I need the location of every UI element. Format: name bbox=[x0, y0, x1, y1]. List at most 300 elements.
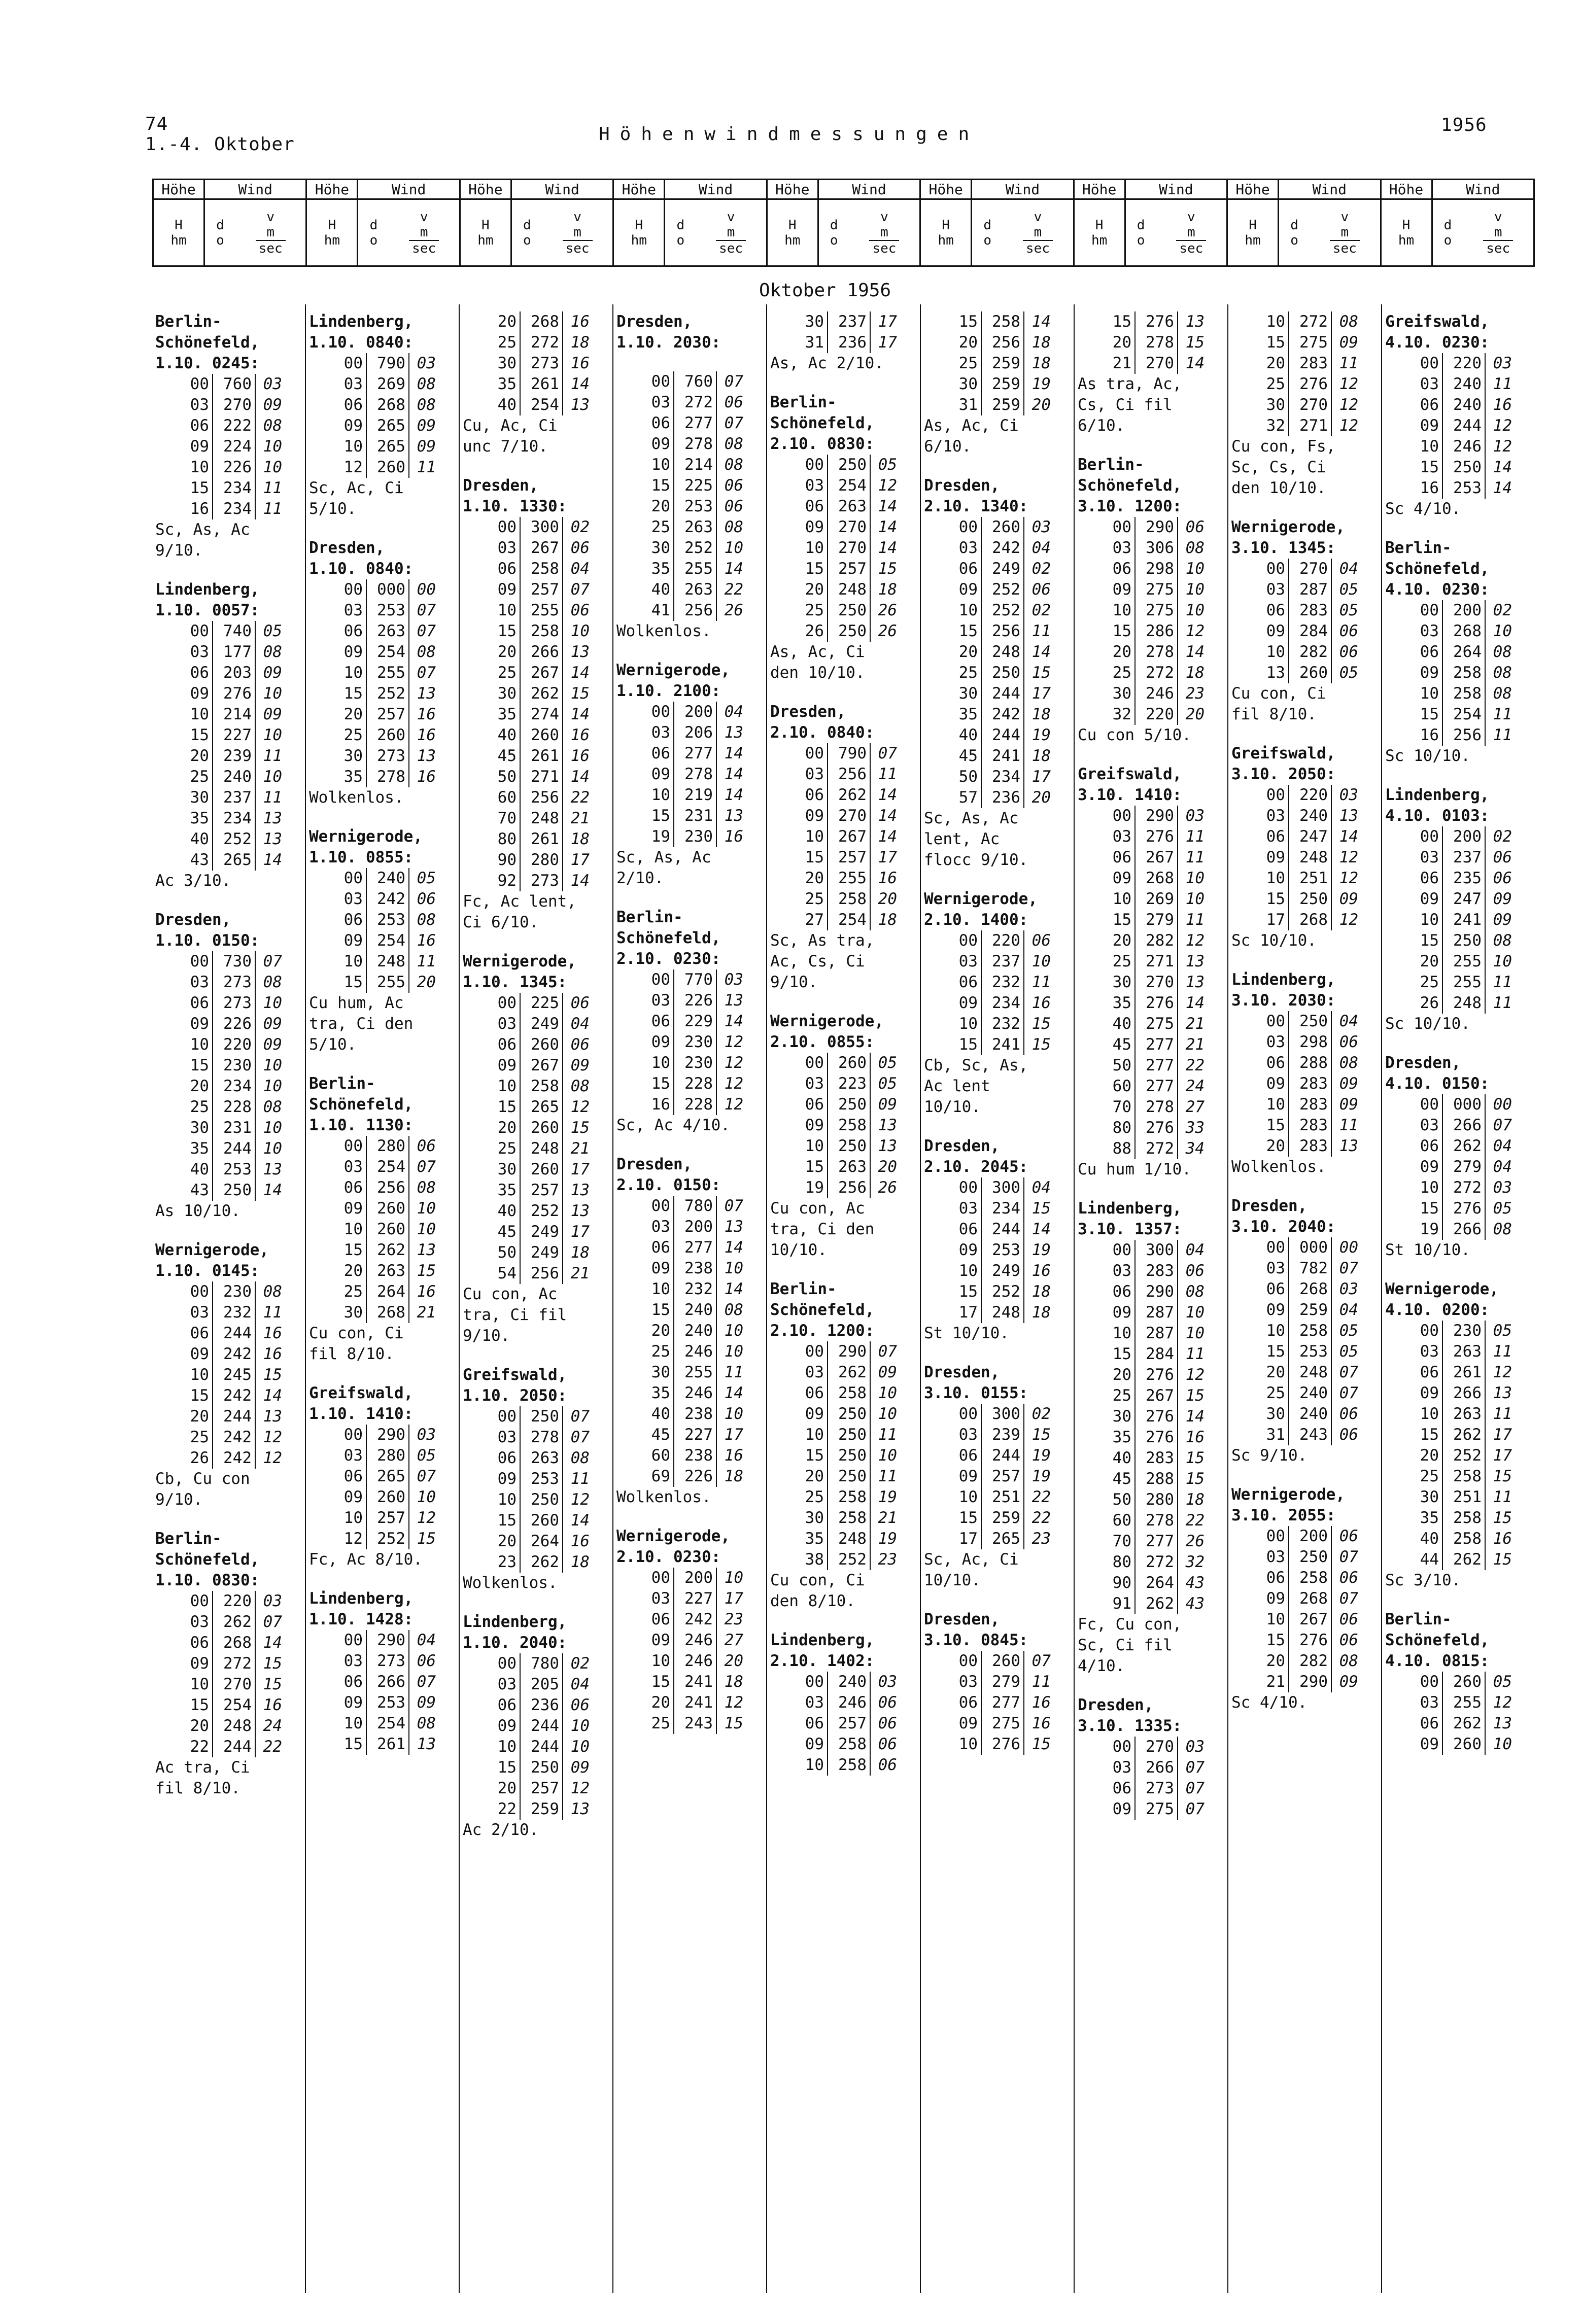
cloud-note: Sc, As, Ac 9/10. bbox=[155, 521, 250, 560]
height-cell: 09 bbox=[1403, 663, 1443, 683]
direction-cell: 254 bbox=[828, 910, 871, 930]
height-cell: 40 bbox=[174, 829, 213, 850]
direction-cell: 259 bbox=[982, 395, 1024, 415]
direction-cell: 270 bbox=[1136, 972, 1178, 993]
direction-cell: 280 bbox=[1136, 1489, 1178, 1510]
header-d: d bbox=[676, 217, 685, 233]
direction-cell: 262 bbox=[521, 1552, 563, 1573]
direction-cell: 232 bbox=[674, 1279, 717, 1300]
height-cell: 25 bbox=[788, 1487, 828, 1508]
direction-cell: 266 bbox=[521, 642, 563, 663]
direction-cell: 267 bbox=[521, 538, 563, 559]
header-h: H bbox=[1402, 217, 1411, 233]
direction-cell: 200 bbox=[674, 1217, 717, 1237]
direction-cell: 267 bbox=[1136, 1385, 1178, 1406]
direction-cell: 263 bbox=[828, 1157, 871, 1177]
speed-cell: 03 bbox=[417, 354, 436, 372]
speed-cell: 11 bbox=[878, 1426, 897, 1444]
direction-cell: 254 bbox=[367, 642, 409, 663]
observation-table bbox=[788, 311, 920, 353]
direction-cell: 200 bbox=[674, 1568, 717, 1588]
cloud-note: Cu con, Fs, Sc, Cs, Ci den 10/10. bbox=[1231, 437, 1336, 497]
height-cell: 20 bbox=[1096, 332, 1136, 353]
height-cell: 10 bbox=[1250, 1321, 1289, 1341]
direction-cell: 267 bbox=[521, 663, 563, 683]
direction-cell: 230 bbox=[674, 826, 717, 847]
direction-cell: 265 bbox=[982, 1529, 1024, 1549]
direction-cell: 226 bbox=[213, 457, 256, 478]
header-d: d bbox=[369, 217, 378, 233]
height-cell: 15 bbox=[942, 1508, 982, 1529]
observation-table bbox=[1250, 1237, 1381, 1445]
observation-table bbox=[481, 1406, 612, 1573]
header-wind: Wind bbox=[1312, 181, 1347, 198]
height-cell: 10 bbox=[327, 1713, 367, 1734]
direction-cell: 283 bbox=[1289, 1094, 1332, 1115]
direction-cell: 272 bbox=[1136, 663, 1178, 683]
direction-cell: 253 bbox=[982, 1240, 1024, 1261]
height-cell: 10 bbox=[327, 1219, 367, 1240]
height-cell: 15 bbox=[481, 1510, 521, 1531]
speed-cell: 08 bbox=[570, 1449, 590, 1467]
height-cell: 80 bbox=[1096, 1118, 1136, 1138]
height-cell: 03 bbox=[1250, 1032, 1289, 1053]
station-label: Wernigerode, 1.10. 1345: bbox=[463, 952, 576, 991]
speed-cell: 15 bbox=[1185, 333, 1205, 352]
height-cell: 03 bbox=[327, 1157, 367, 1177]
block-gap bbox=[921, 1118, 1074, 1136]
direction-cell: 220 bbox=[982, 930, 1024, 951]
station-label: Dresden, 2.10. 0150: bbox=[616, 1155, 721, 1194]
height-cell: 10 bbox=[1250, 642, 1289, 663]
direction-cell: 279 bbox=[1443, 1157, 1486, 1177]
height-cell: 10 bbox=[788, 538, 828, 559]
direction-cell: 200 bbox=[674, 702, 717, 722]
speed-cell: 14 bbox=[570, 872, 590, 890]
height-cell: 25 bbox=[1096, 951, 1136, 972]
direction-cell: 236 bbox=[521, 1695, 563, 1716]
direction-cell: 227 bbox=[213, 725, 256, 746]
direction-cell: 232 bbox=[982, 972, 1024, 993]
header-sec: sec bbox=[256, 240, 286, 256]
speed-cell: 05 bbox=[878, 456, 897, 474]
speed-cell: 11 bbox=[1493, 1405, 1512, 1423]
height-cell: 03 bbox=[1250, 579, 1289, 600]
height-cell: 20 bbox=[174, 1406, 213, 1427]
direction-cell: 250 bbox=[828, 600, 871, 621]
direction-cell: 258 bbox=[828, 1115, 871, 1136]
speed-cell: 11 bbox=[263, 1303, 282, 1322]
station-label: Dresden, 3.10. 0845: bbox=[924, 1610, 1028, 1649]
speed-cell: 21 bbox=[417, 1303, 436, 1322]
speed-cell: 18 bbox=[1031, 354, 1051, 372]
cloud-note: Ac tra, Ci fil 8/10. bbox=[155, 1758, 250, 1797]
height-cell: 10 bbox=[327, 951, 367, 972]
speed-cell: 07 bbox=[1339, 1259, 1358, 1277]
height-cell: 60 bbox=[1096, 1510, 1136, 1531]
direction-cell: 276 bbox=[1289, 374, 1332, 395]
observation-table bbox=[635, 371, 766, 621]
direction-cell: 262 bbox=[828, 785, 871, 806]
speed-cell: 06 bbox=[1339, 1631, 1358, 1649]
speed-cell: 14 bbox=[1031, 313, 1051, 331]
direction-cell: 226 bbox=[674, 990, 717, 1011]
height-cell: 09 bbox=[635, 434, 674, 455]
header-hm: hm bbox=[170, 232, 187, 248]
height-cell: 09 bbox=[788, 1115, 828, 1136]
direction-cell: 257 bbox=[367, 704, 409, 725]
speed-cell: 05 bbox=[878, 1074, 897, 1093]
direction-cell: 242 bbox=[674, 1609, 717, 1630]
speed-cell: 16 bbox=[1031, 1714, 1051, 1732]
height-cell: 06 bbox=[174, 993, 213, 1014]
speed-cell: 11 bbox=[1339, 1116, 1358, 1134]
height-cell: 03 bbox=[327, 374, 367, 395]
direction-cell: 263 bbox=[367, 1261, 409, 1281]
speed-cell: 11 bbox=[1031, 622, 1051, 640]
height-cell: 15 bbox=[1250, 1630, 1289, 1651]
height-cell: 10 bbox=[942, 1261, 982, 1281]
height-cell: 15 bbox=[1403, 457, 1443, 478]
direction-cell: 249 bbox=[521, 1014, 563, 1034]
cloud-note: As tra, Ac, Cs, Ci fil 6/10. bbox=[1078, 375, 1182, 435]
direction-cell: 273 bbox=[213, 993, 256, 1014]
speed-cell: 11 bbox=[263, 479, 282, 497]
direction-cell: 270 bbox=[213, 395, 256, 415]
height-cell: 00 bbox=[788, 1053, 828, 1073]
speed-cell: 16 bbox=[724, 1446, 743, 1465]
header-hm: hm bbox=[1398, 232, 1415, 248]
speed-cell: 05 bbox=[263, 622, 282, 640]
direction-cell: 278 bbox=[674, 764, 717, 785]
observation-table bbox=[942, 517, 1074, 808]
direction-cell: 252 bbox=[982, 579, 1024, 600]
height-cell: 03 bbox=[174, 642, 213, 663]
direction-cell: 760 bbox=[674, 371, 717, 392]
speed-cell: 18 bbox=[570, 1553, 590, 1571]
direction-cell: 280 bbox=[521, 850, 563, 871]
direction-cell: 282 bbox=[1136, 930, 1178, 951]
header-deg: o bbox=[523, 232, 531, 248]
height-cell: 00 bbox=[327, 868, 367, 889]
height-cell: 00 bbox=[635, 1568, 674, 1588]
speed-cell: 14 bbox=[878, 807, 897, 825]
speed-cell: 09 bbox=[417, 417, 436, 435]
height-cell: 06 bbox=[1250, 600, 1289, 621]
direction-cell: 300 bbox=[521, 517, 563, 538]
direction-cell: 247 bbox=[1443, 889, 1486, 910]
height-cell: 06 bbox=[1096, 847, 1136, 868]
direction-cell: 269 bbox=[367, 374, 409, 395]
data-column bbox=[152, 304, 305, 2293]
speed-cell: 13 bbox=[1493, 1714, 1512, 1732]
height-cell: 00 bbox=[1250, 785, 1289, 806]
direction-cell: 254 bbox=[367, 930, 409, 951]
speed-cell: 26 bbox=[724, 601, 743, 619]
speed-cell: 10 bbox=[878, 1446, 897, 1465]
height-cell: 26 bbox=[1403, 993, 1443, 1014]
speed-cell: 07 bbox=[1185, 1800, 1205, 1818]
direction-cell: 249 bbox=[982, 559, 1024, 579]
direction-cell: 239 bbox=[982, 1425, 1024, 1445]
block-gap bbox=[306, 1570, 459, 1588]
speed-cell: 15 bbox=[263, 1366, 282, 1384]
direction-cell: 219 bbox=[674, 785, 717, 806]
speed-cell: 03 bbox=[417, 1426, 436, 1444]
height-cell: 00 bbox=[1403, 1094, 1443, 1115]
speed-cell: 13 bbox=[570, 1202, 590, 1220]
speed-cell: 20 bbox=[878, 890, 897, 908]
direction-cell: 270 bbox=[828, 806, 871, 826]
cloud-note: Cu con, Ac tra, Ci den 10/10. bbox=[770, 1199, 875, 1259]
speed-cell: 26 bbox=[878, 1178, 897, 1197]
direction-cell: 258 bbox=[521, 559, 563, 579]
speed-cell: 08 bbox=[1185, 1282, 1205, 1301]
direction-cell: 280 bbox=[367, 1445, 409, 1466]
height-cell: 00 bbox=[942, 517, 982, 538]
height-cell: 00 bbox=[174, 1281, 213, 1302]
direction-cell: 250 bbox=[521, 1489, 563, 1510]
observation-table bbox=[1250, 1011, 1381, 1157]
height-cell: 20 bbox=[942, 642, 982, 663]
height-cell: 06 bbox=[174, 663, 213, 683]
direction-cell: 287 bbox=[1136, 1323, 1178, 1344]
speed-cell: 17 bbox=[1493, 1426, 1512, 1444]
direction-cell: 276 bbox=[1136, 1427, 1178, 1448]
speed-cell: 12 bbox=[1339, 396, 1358, 414]
speed-cell: 18 bbox=[1185, 664, 1205, 682]
direction-cell: 272 bbox=[1443, 1177, 1486, 1198]
speed-cell: 13 bbox=[263, 830, 282, 848]
speed-cell: 10 bbox=[263, 994, 282, 1012]
speed-cell: 09 bbox=[263, 396, 282, 414]
header-group bbox=[461, 180, 614, 265]
speed-cell: 11 bbox=[878, 1467, 897, 1485]
height-cell: 10 bbox=[635, 1279, 674, 1300]
speed-cell: 10 bbox=[263, 437, 282, 456]
speed-cell: 11 bbox=[570, 1470, 590, 1488]
direction-cell: 273 bbox=[367, 746, 409, 767]
cloud-note: Ac 2/10. bbox=[463, 1821, 539, 1839]
height-cell: 10 bbox=[481, 1737, 521, 1757]
header-sec: sec bbox=[1330, 240, 1360, 256]
height-cell: 10 bbox=[1403, 436, 1443, 457]
block-gap bbox=[1075, 1820, 1227, 1838]
header-m: m bbox=[1034, 224, 1042, 240]
height-cell: 70 bbox=[1096, 1097, 1136, 1118]
height-cell: 35 bbox=[174, 1138, 213, 1159]
height-cell: 15 bbox=[1096, 621, 1136, 642]
height-cell: 09 bbox=[1403, 1734, 1443, 1755]
direction-cell: 257 bbox=[521, 1778, 563, 1799]
speed-cell: 14 bbox=[724, 765, 743, 783]
cloud-note: Cb, Sc, As, Ac lent 10/10. bbox=[924, 1056, 1028, 1116]
speed-cell: 18 bbox=[570, 333, 590, 352]
height-cell: 12 bbox=[327, 1529, 367, 1549]
direction-cell: 260 bbox=[1289, 663, 1332, 683]
direction-cell: 254 bbox=[213, 1695, 256, 1716]
observation-table bbox=[174, 374, 305, 519]
observation-table bbox=[1403, 1321, 1535, 1570]
speed-cell: 02 bbox=[1031, 1405, 1051, 1423]
height-cell: 00 bbox=[788, 1341, 828, 1362]
height-cell: 15 bbox=[788, 1445, 828, 1466]
height-cell: 25 bbox=[1403, 1466, 1443, 1487]
header-hoehe: Höhe bbox=[1228, 180, 1279, 198]
direction-cell: 242 bbox=[982, 538, 1024, 559]
speed-cell: 04 bbox=[1493, 1137, 1512, 1155]
direction-cell: 255 bbox=[828, 868, 871, 889]
speed-cell: 10 bbox=[417, 1199, 436, 1218]
speed-cell: 21 bbox=[878, 1509, 897, 1527]
speed-cell: 08 bbox=[724, 435, 743, 453]
direction-cell: 250 bbox=[828, 1094, 871, 1115]
direction-cell: 260 bbox=[367, 1219, 409, 1240]
height-cell: 10 bbox=[1403, 910, 1443, 930]
height-cell: 00 bbox=[481, 517, 521, 538]
direction-cell: 790 bbox=[367, 353, 409, 374]
height-cell: 00 bbox=[1096, 1737, 1136, 1757]
direction-cell: 248 bbox=[982, 1302, 1024, 1323]
speed-cell: 23 bbox=[1031, 1530, 1051, 1548]
direction-cell: 287 bbox=[1289, 579, 1332, 600]
height-cell: 13 bbox=[1250, 663, 1289, 683]
speed-cell: 16 bbox=[263, 1696, 282, 1714]
header-h: H bbox=[788, 217, 797, 233]
speed-cell: 08 bbox=[1339, 1652, 1358, 1670]
cloud-note: Wolkenlos. bbox=[463, 1574, 558, 1592]
speed-cell: 06 bbox=[1339, 1405, 1358, 1423]
speed-cell: 03 bbox=[263, 1592, 282, 1610]
direction-cell: 256 bbox=[828, 764, 871, 785]
speed-cell: 12 bbox=[724, 1054, 743, 1072]
speed-cell: 11 bbox=[1185, 911, 1205, 929]
speed-cell: 05 bbox=[417, 869, 436, 887]
direction-cell: 276 bbox=[1136, 1406, 1178, 1427]
direction-cell: 266 bbox=[1136, 1757, 1178, 1778]
height-cell: 09 bbox=[1096, 868, 1136, 889]
direction-cell: 250 bbox=[828, 1445, 871, 1466]
observation-table bbox=[1096, 806, 1227, 1159]
speed-cell: 10 bbox=[263, 458, 282, 476]
height-cell: 03 bbox=[635, 392, 674, 413]
height-cell: 70 bbox=[1096, 1531, 1136, 1552]
direction-cell: 258 bbox=[828, 1383, 871, 1404]
height-cell: 15 bbox=[1403, 1198, 1443, 1219]
direction-cell: 225 bbox=[521, 993, 563, 1014]
direction-cell: 266 bbox=[1443, 1383, 1486, 1404]
height-cell: 06 bbox=[788, 785, 828, 806]
block-gap bbox=[1382, 519, 1535, 538]
direction-cell: 272 bbox=[674, 392, 717, 413]
header-deg: o bbox=[369, 232, 378, 248]
height-cell: 20 bbox=[635, 1321, 674, 1341]
direction-cell: 276 bbox=[982, 1734, 1024, 1755]
block-gap bbox=[613, 1136, 766, 1154]
speed-cell: 05 bbox=[1493, 1199, 1512, 1218]
direction-cell: 260 bbox=[521, 1118, 563, 1138]
speed-cell: 20 bbox=[1031, 396, 1051, 414]
speed-cell: 15 bbox=[1031, 664, 1051, 682]
direction-cell: 250 bbox=[521, 1406, 563, 1427]
direction-cell: 258 bbox=[521, 621, 563, 642]
speed-cell: 12 bbox=[1185, 931, 1205, 950]
speed-cell: 14 bbox=[724, 1238, 743, 1257]
speed-cell: 43 bbox=[1185, 1594, 1205, 1613]
cloud-note: Cu con, Ci fil 8/10. bbox=[1231, 684, 1326, 723]
speed-cell: 08 bbox=[417, 911, 436, 929]
direction-cell: 277 bbox=[1136, 1531, 1178, 1552]
speed-cell: 12 bbox=[417, 1509, 436, 1527]
height-cell: 09 bbox=[1403, 1383, 1443, 1404]
height-cell: 10 bbox=[788, 826, 828, 847]
direction-cell: 244 bbox=[982, 1219, 1024, 1240]
direction-cell: 272 bbox=[1136, 1138, 1178, 1159]
block-gap bbox=[306, 1755, 459, 1773]
speed-cell: 16 bbox=[417, 931, 436, 950]
speed-cell: 27 bbox=[1185, 1098, 1205, 1116]
direction-cell: 263 bbox=[674, 517, 717, 538]
header-v: v bbox=[420, 209, 428, 225]
speed-cell: 20 bbox=[1031, 788, 1051, 807]
direction-cell: 270 bbox=[828, 517, 871, 538]
direction-cell: 214 bbox=[674, 455, 717, 475]
speed-cell: 05 bbox=[878, 1054, 897, 1072]
height-cell: 60 bbox=[1096, 1076, 1136, 1097]
observation-table bbox=[1403, 1094, 1535, 1240]
block-gap bbox=[1228, 1177, 1381, 1196]
speed-cell: 19 bbox=[1031, 1446, 1051, 1465]
observation-table bbox=[942, 1177, 1074, 1323]
direction-cell: 238 bbox=[674, 1404, 717, 1425]
height-cell: 20 bbox=[481, 311, 521, 332]
direction-cell: 290 bbox=[1289, 1672, 1332, 1692]
direction-cell: 265 bbox=[367, 436, 409, 457]
height-cell: 20 bbox=[788, 579, 828, 600]
observation-table bbox=[1096, 1737, 1227, 1820]
direction-cell: 228 bbox=[674, 1094, 717, 1115]
speed-cell: 09 bbox=[1339, 1074, 1358, 1093]
header-h: H bbox=[175, 217, 183, 233]
station-label: Dresden, 1.10. 1330: bbox=[463, 476, 567, 515]
height-cell: 00 bbox=[481, 1653, 521, 1674]
height-cell: 15 bbox=[174, 725, 213, 746]
direction-cell: 258 bbox=[1443, 1508, 1486, 1529]
speed-cell: 15 bbox=[1493, 1509, 1512, 1527]
table-body bbox=[152, 304, 1535, 2293]
height-cell: 25 bbox=[174, 1097, 213, 1118]
height-cell: 00 bbox=[327, 1136, 367, 1157]
height-cell: 09 bbox=[1403, 415, 1443, 436]
height-cell: 06 bbox=[1096, 1778, 1136, 1799]
height-cell: 00 bbox=[942, 1404, 982, 1425]
direction-cell: 244 bbox=[982, 1445, 1024, 1466]
direction-cell: 200 bbox=[1443, 600, 1486, 621]
block-gap bbox=[1382, 767, 1535, 785]
speed-cell: 14 bbox=[724, 1280, 743, 1298]
height-cell: 32 bbox=[1096, 704, 1136, 725]
height-cell: 30 bbox=[635, 1362, 674, 1383]
height-cell: 10 bbox=[1250, 311, 1289, 332]
speed-cell: 13 bbox=[724, 807, 743, 825]
height-cell: 25 bbox=[1250, 374, 1289, 395]
height-cell: 50 bbox=[942, 767, 982, 787]
speed-cell: 07 bbox=[1031, 1652, 1051, 1670]
speed-cell: 16 bbox=[570, 747, 590, 765]
height-cell: 30 bbox=[1096, 683, 1136, 704]
height-cell: 35 bbox=[635, 1383, 674, 1404]
direction-cell: 253 bbox=[367, 600, 409, 621]
